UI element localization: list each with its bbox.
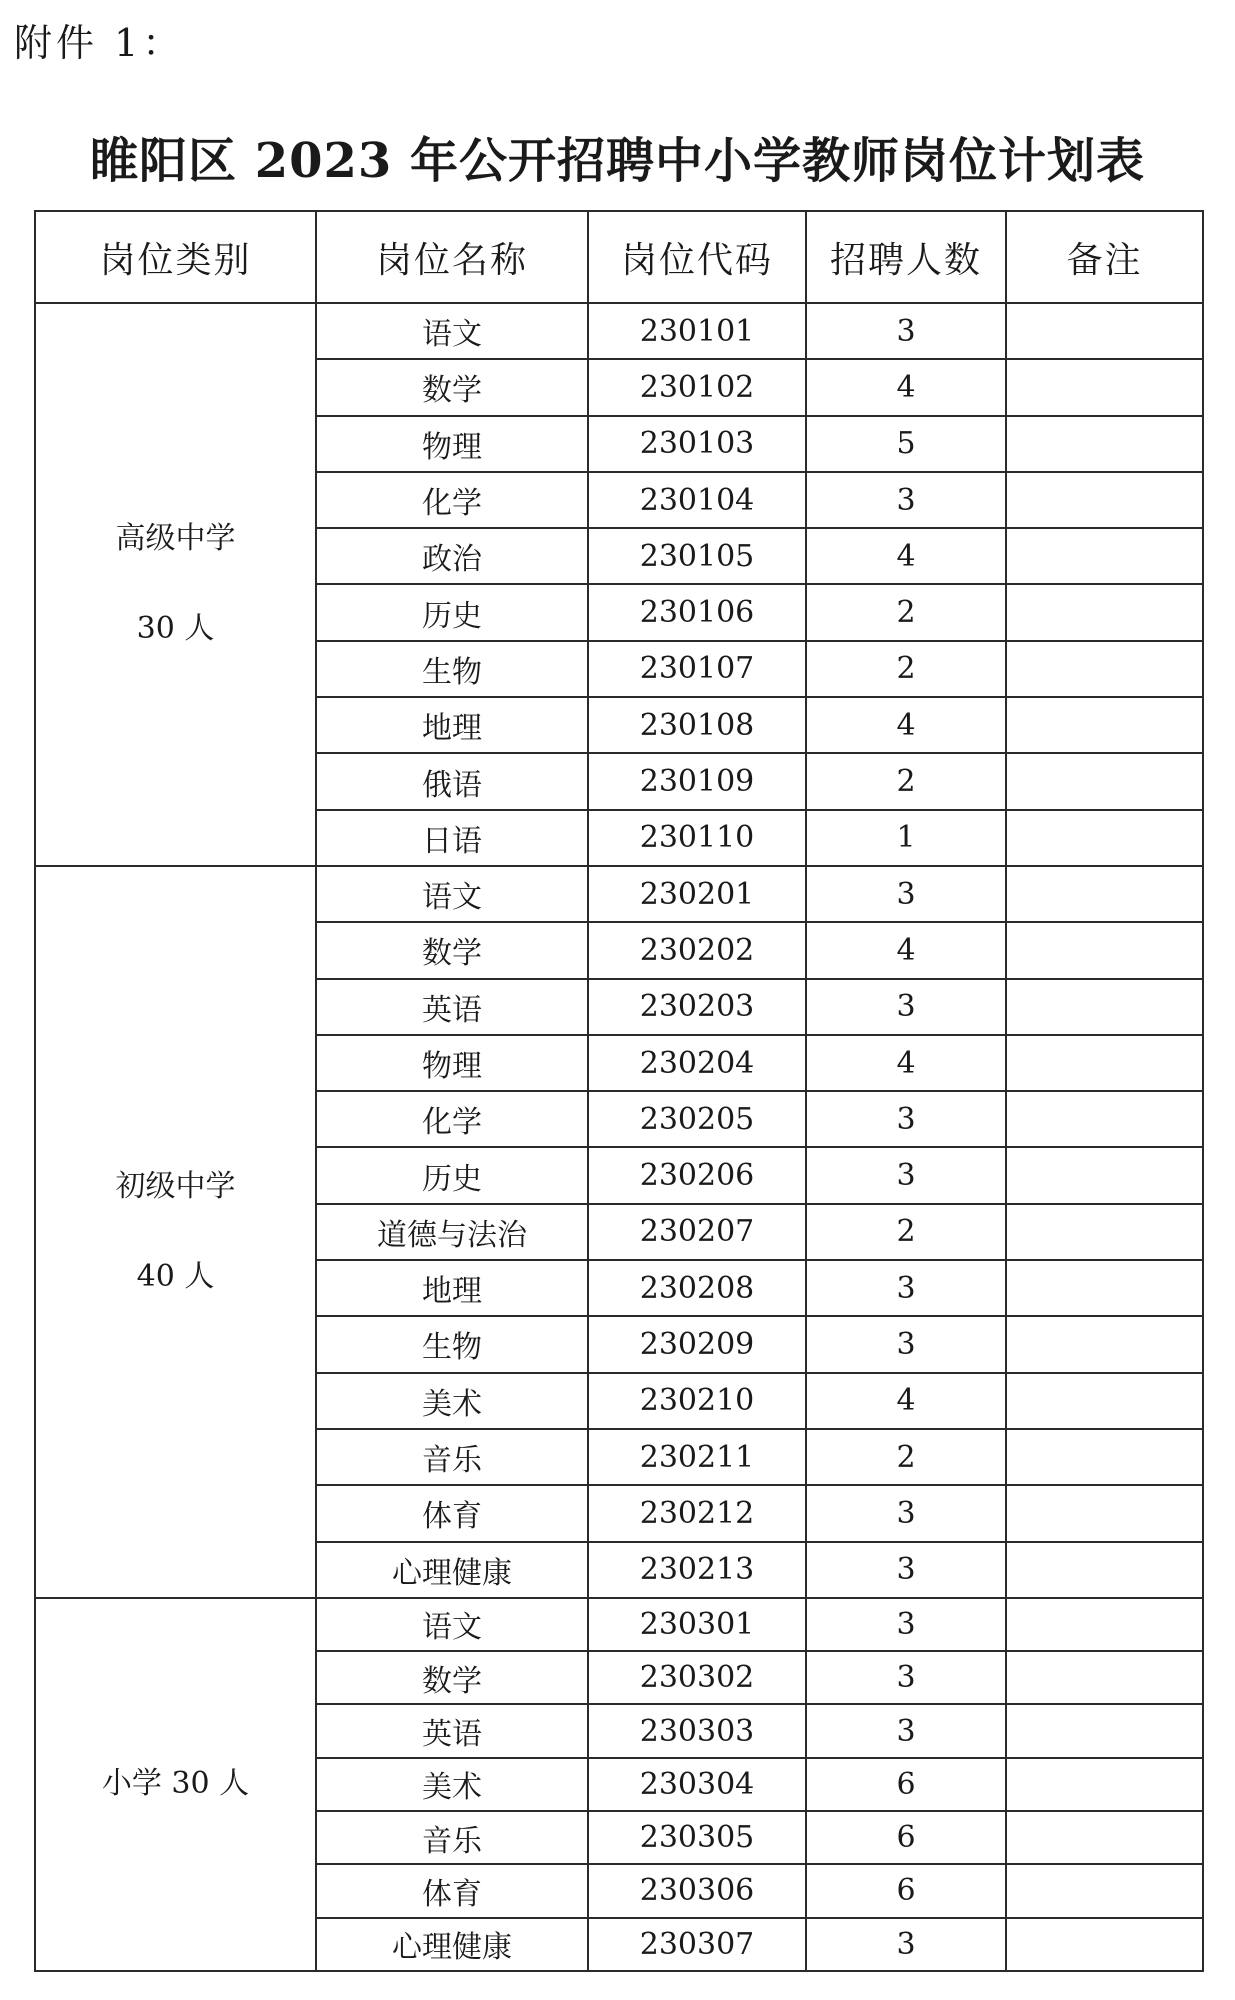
recruit-count-cell: 2 — [806, 641, 1006, 697]
position-name-cell: 英语 — [316, 979, 588, 1035]
remarks-cell — [1006, 922, 1203, 978]
remarks-cell — [1006, 1542, 1203, 1598]
position-code-cell: 230105 — [588, 528, 806, 584]
category-count: 30 人 — [136, 611, 215, 647]
category-cell — [35, 866, 316, 1598]
table-row — [35, 1598, 1203, 1651]
position-name-cell: 美术 — [316, 1758, 588, 1811]
recruit-count-cell: 3 — [806, 1918, 1006, 1971]
remarks-cell — [1006, 1429, 1203, 1485]
position-name-cell: 俄语 — [316, 753, 588, 809]
recruitment-plan-table — [34, 210, 1204, 1972]
recruit-count-cell: 3 — [806, 1091, 1006, 1147]
remarks-cell — [1006, 1035, 1203, 1091]
position-code-cell: 230211 — [588, 1429, 806, 1485]
recruit-count-cell: 5 — [806, 416, 1006, 472]
position-code-cell: 230302 — [588, 1651, 806, 1704]
position-code-cell: 230305 — [588, 1811, 806, 1864]
position-code-cell: 230201 — [588, 866, 806, 922]
position-name-cell: 心理健康 — [316, 1918, 588, 1971]
remarks-cell — [1006, 1651, 1203, 1704]
remarks-cell — [1006, 1260, 1203, 1316]
position-code-cell: 230209 — [588, 1316, 806, 1372]
recruit-count-cell: 3 — [806, 1598, 1006, 1651]
remarks-cell — [1006, 584, 1203, 640]
remarks-cell — [1006, 1485, 1203, 1541]
recruit-count-cell: 1 — [806, 810, 1006, 866]
recruit-count-cell: 3 — [806, 979, 1006, 1035]
remarks-cell — [1006, 1918, 1203, 1971]
category-name: 初级中学 — [115, 1168, 236, 1204]
position-name-cell: 历史 — [316, 1147, 588, 1203]
position-code-cell: 230306 — [588, 1864, 806, 1917]
position-name-cell: 化学 — [316, 1091, 588, 1147]
position-name-cell: 数学 — [316, 359, 588, 415]
table-header-row — [35, 211, 1203, 303]
position-name-cell: 数学 — [316, 1651, 588, 1704]
remarks-cell — [1006, 1598, 1203, 1651]
header-remarks: 备注 — [1006, 211, 1203, 303]
remarks-cell — [1006, 1373, 1203, 1429]
recruit-count-cell: 2 — [806, 584, 1006, 640]
header-recruit-count: 招聘人数 — [806, 211, 1006, 303]
position-name-cell: 物理 — [316, 416, 588, 472]
remarks-cell — [1006, 359, 1203, 415]
table-body — [35, 303, 1203, 1971]
recruit-count-cell: 2 — [806, 1429, 1006, 1485]
position-code-cell: 230304 — [588, 1758, 806, 1811]
recruit-count-cell: 3 — [806, 1651, 1006, 1704]
position-name-cell: 物理 — [316, 1035, 588, 1091]
position-code-cell: 230107 — [588, 641, 806, 697]
recruit-count-cell: 2 — [806, 753, 1006, 809]
page-title: 睢阳区 2023 年公开招聘中小学教师岗位计划表 — [89, 133, 1146, 189]
position-name-cell: 音乐 — [316, 1811, 588, 1864]
position-name-cell: 音乐 — [316, 1429, 588, 1485]
position-code-cell: 230104 — [588, 472, 806, 528]
remarks-cell — [1006, 810, 1203, 866]
remarks-cell — [1006, 1316, 1203, 1372]
recruit-count-cell: 4 — [806, 528, 1006, 584]
recruit-count-cell: 3 — [806, 472, 1006, 528]
position-code-cell: 230108 — [588, 697, 806, 753]
position-code-cell: 230103 — [588, 416, 806, 472]
recruit-count-cell: 3 — [806, 1147, 1006, 1203]
position-code-cell: 230205 — [588, 1091, 806, 1147]
remarks-cell — [1006, 697, 1203, 753]
position-name-cell: 地理 — [316, 1260, 588, 1316]
recruit-count-cell: 3 — [806, 1260, 1006, 1316]
category-cell — [35, 303, 316, 866]
recruit-count-cell: 3 — [806, 303, 1006, 359]
recruit-count-cell: 3 — [806, 1542, 1006, 1598]
attachment-label: 附件 1： — [14, 21, 185, 65]
position-code-cell: 230301 — [588, 1598, 806, 1651]
recruit-count-cell: 3 — [806, 1704, 1006, 1757]
remarks-cell — [1006, 528, 1203, 584]
header-category: 岗位类别 — [35, 211, 316, 303]
position-name-cell: 生物 — [316, 641, 588, 697]
position-name-cell: 数学 — [316, 922, 588, 978]
remarks-cell — [1006, 1811, 1203, 1864]
position-name-cell: 地理 — [316, 697, 588, 753]
position-code-cell: 230102 — [588, 359, 806, 415]
position-code-cell: 230307 — [588, 1918, 806, 1971]
position-code-cell: 230207 — [588, 1204, 806, 1260]
position-code-cell: 230303 — [588, 1704, 806, 1757]
remarks-cell — [1006, 1758, 1203, 1811]
recruit-count-cell: 4 — [806, 359, 1006, 415]
table-row — [35, 866, 1203, 922]
position-name-cell: 道德与法治 — [316, 1204, 588, 1260]
position-code-cell: 230213 — [588, 1542, 806, 1598]
position-name-cell: 心理健康 — [316, 1542, 588, 1598]
category-count: 40 人 — [136, 1258, 215, 1294]
category-cell — [35, 1598, 316, 1971]
position-code-cell: 230210 — [588, 1373, 806, 1429]
remarks-cell — [1006, 472, 1203, 528]
recruit-count-cell: 6 — [806, 1811, 1006, 1864]
table-row — [35, 303, 1203, 359]
recruit-count-cell: 2 — [806, 1204, 1006, 1260]
position-code-cell: 230203 — [588, 979, 806, 1035]
header-position-name: 岗位名称 — [316, 211, 588, 303]
position-name-cell: 化学 — [316, 472, 588, 528]
category-name: 高级中学 — [115, 521, 236, 557]
remarks-cell — [1006, 416, 1203, 472]
recruit-count-cell: 4 — [806, 697, 1006, 753]
recruit-count-cell: 3 — [806, 1485, 1006, 1541]
position-name-cell: 语文 — [316, 303, 588, 359]
recruit-count-cell: 3 — [806, 1316, 1006, 1372]
remarks-cell — [1006, 1864, 1203, 1917]
recruit-count-cell: 4 — [806, 922, 1006, 978]
remarks-cell — [1006, 1091, 1203, 1147]
position-code-cell: 230109 — [588, 753, 806, 809]
remarks-cell — [1006, 1147, 1203, 1203]
recruit-count-cell: 6 — [806, 1864, 1006, 1917]
remarks-cell — [1006, 753, 1203, 809]
remarks-cell — [1006, 641, 1203, 697]
position-name-cell: 体育 — [316, 1485, 588, 1541]
position-code-cell: 230204 — [588, 1035, 806, 1091]
position-code-cell: 230208 — [588, 1260, 806, 1316]
remarks-cell — [1006, 1204, 1203, 1260]
position-name-cell: 语文 — [316, 1598, 588, 1651]
remarks-cell — [1006, 303, 1203, 359]
remarks-cell — [1006, 979, 1203, 1035]
category-name: 小学 30 人 — [101, 1766, 250, 1802]
position-name-cell: 英语 — [316, 1704, 588, 1757]
position-name-cell: 体育 — [316, 1864, 588, 1917]
position-name-cell: 政治 — [316, 528, 588, 584]
position-code-cell: 230202 — [588, 922, 806, 978]
position-name-cell: 日语 — [316, 810, 588, 866]
recruit-count-cell: 3 — [806, 866, 1006, 922]
position-name-cell: 生物 — [316, 1316, 588, 1372]
position-name-cell: 历史 — [316, 584, 588, 640]
remarks-cell — [1006, 866, 1203, 922]
position-name-cell: 美术 — [316, 1373, 588, 1429]
recruit-count-cell: 4 — [806, 1035, 1006, 1091]
position-code-cell: 230110 — [588, 810, 806, 866]
position-code-cell: 230212 — [588, 1485, 806, 1541]
position-code-cell: 230101 — [588, 303, 806, 359]
header-position-code: 岗位代码 — [588, 211, 806, 303]
position-code-cell: 230206 — [588, 1147, 806, 1203]
recruit-count-cell: 6 — [806, 1758, 1006, 1811]
remarks-cell — [1006, 1704, 1203, 1757]
position-code-cell: 230106 — [588, 584, 806, 640]
position-name-cell: 语文 — [316, 866, 588, 922]
recruit-count-cell: 4 — [806, 1373, 1006, 1429]
